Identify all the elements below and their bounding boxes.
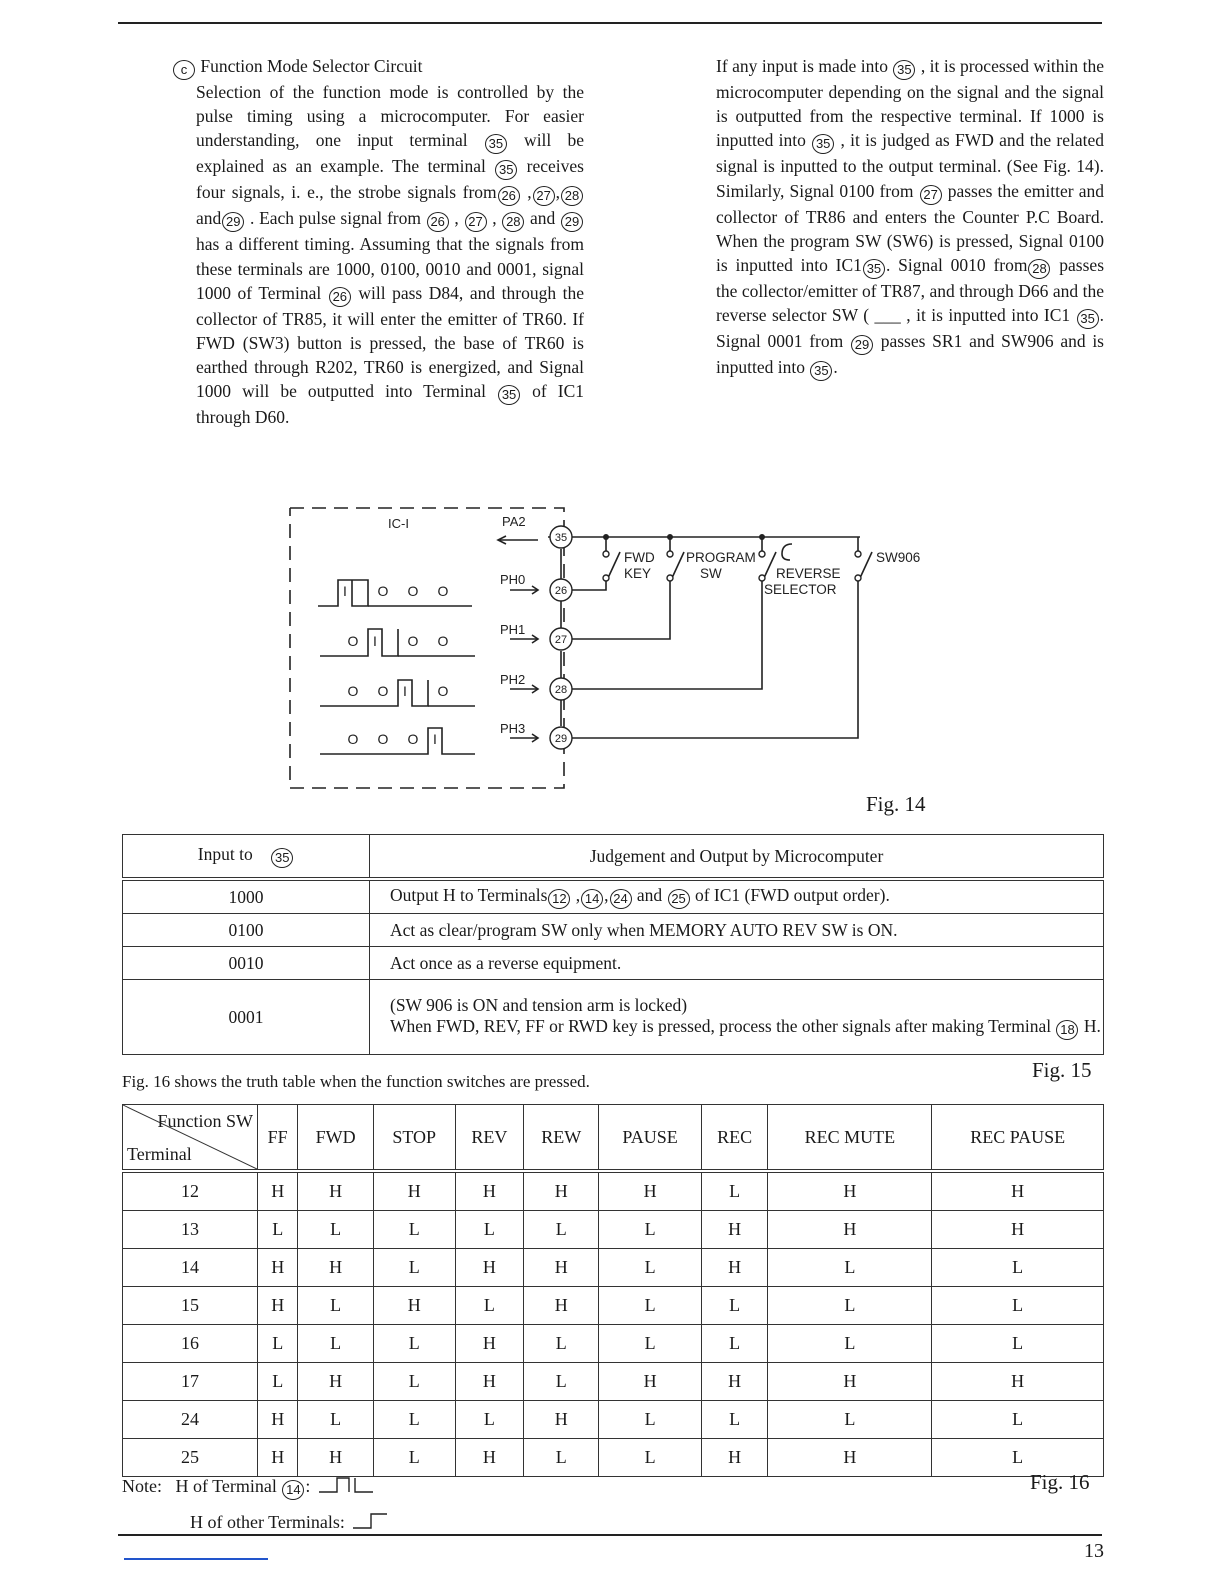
note-pulse-other-icon [349, 1510, 399, 1532]
circled-terminal-number: 25 [668, 889, 690, 909]
fig16-value-cell: H [524, 1287, 599, 1325]
fig16-truth-table [122, 1104, 1104, 1477]
fig16-corner-top: Function SW [157, 1111, 253, 1131]
fig16-value-cell: H [701, 1439, 768, 1477]
fig16-terminal-cell: 17 [123, 1363, 258, 1401]
fig16-header-row [123, 1105, 1104, 1172]
fig16-value-cell: H [932, 1363, 1104, 1401]
fig16-value-cell: L [455, 1401, 523, 1439]
circled-terminal-number: 26 [498, 186, 520, 206]
fig15-text-run: , [604, 885, 609, 905]
right-column [716, 54, 1104, 381]
fig16-value-cell: L [599, 1211, 701, 1249]
fig16-value-cell: L [768, 1249, 932, 1287]
fig16-intro: Fig. 16 shows the truth table when the function switches are pressed. [122, 1072, 590, 1091]
fig14-circuit-diagram [280, 496, 960, 796]
fig14-terminal-28: 28 [554, 684, 568, 696]
paragraph-text-run: , it is judged as FWD and the related signal is inputted to the output terminal. (See Fig. 14). Similarly, Signal 0100 from [716, 130, 1105, 201]
fig16-value-cell: L [599, 1287, 701, 1325]
fig16-value-cell: L [373, 1401, 455, 1439]
fig15-judgement-cell [370, 947, 1104, 980]
fig15-row [123, 914, 1104, 947]
circled-terminal-number: 28 [502, 212, 524, 232]
section-heading-text: Function Mode Selector Circuit [200, 56, 423, 76]
fig14-terminal-26: 26 [554, 585, 568, 597]
fig16-value-cell: H [298, 1439, 373, 1477]
fig16-row [123, 1325, 1104, 1363]
fig15-table [122, 834, 1104, 1055]
fig16-terminal-cell: 14 [123, 1249, 258, 1287]
fig14-pulse-digit: O [437, 583, 449, 599]
fig16-value-cell: H [599, 1171, 701, 1211]
note-line1-suffix: : [305, 1476, 311, 1496]
fig14-switch-fwd-line1: FWD [624, 550, 655, 565]
fig14-pulse-digit: I [403, 683, 407, 699]
fig16-value-cell: L [373, 1325, 455, 1363]
fig16-body [123, 1171, 1104, 1477]
note-label: Note: [122, 1476, 162, 1496]
paragraph-text-run: , [555, 182, 560, 203]
fig16-value-cell: L [524, 1439, 599, 1477]
fig16-row [123, 1249, 1104, 1287]
fig16-column-header: REC [701, 1105, 768, 1172]
circled-terminal-number: 26 [427, 212, 449, 232]
fig16-value-cell: L [258, 1363, 298, 1401]
fig15-text-run: , [571, 885, 581, 905]
fig16-column-header: REC MUTE [768, 1105, 932, 1172]
page-number: 13 [1084, 1540, 1104, 1562]
fig16-value-cell: H [932, 1171, 1104, 1211]
fig16-terminal-cell: 24 [123, 1401, 258, 1439]
fig16-column-header: STOP [373, 1105, 455, 1172]
fig14-pulse-patterns [343, 583, 449, 747]
fig14-pulse-digit: O [377, 583, 389, 599]
fig16-column-header: FWD [298, 1105, 373, 1172]
fig16-column-header: REV [455, 1105, 523, 1172]
fig14-switch-sw906: SW906 [876, 550, 921, 565]
paragraph-text-run: . Each pulse signal from [245, 208, 426, 229]
circled-terminal-number: 35 [893, 60, 915, 80]
circled-terminal-number: 29 [222, 212, 244, 232]
fig16-value-cell: L [524, 1325, 599, 1363]
circled-terminal-number: 14 [581, 889, 603, 909]
fig14-pulse-digit: O [407, 583, 419, 599]
fig15-header-judgement: Judgement and Output by Microcomputer [370, 835, 1104, 880]
fig16-value-cell: H [258, 1249, 298, 1287]
fig14-terminal-29: 29 [554, 733, 568, 745]
fig16-value-cell: L [768, 1287, 932, 1325]
fig15-judgement-line [390, 1016, 1102, 1040]
circled-terminal-number: 26 [329, 287, 351, 307]
fig16-terminal-cell: 25 [123, 1439, 258, 1477]
fig16-value-cell: H [455, 1171, 523, 1211]
fig16-value-cell: H [524, 1249, 599, 1287]
fig15-row [123, 980, 1104, 1055]
fig16-value-cell: H [701, 1211, 768, 1249]
fig16-value-cell: L [524, 1363, 599, 1401]
paragraph-text-run: . Signal 0010 from [885, 255, 1028, 276]
fig16-terminal-cell: 16 [123, 1325, 258, 1363]
fig16-value-cell: H [455, 1249, 523, 1287]
circled-terminal-number: 35 [1077, 309, 1099, 329]
circled-terminal-number: 29 [561, 212, 583, 232]
fig15-header-input-text: Input to [197, 844, 253, 864]
paragraph-text-run: and [196, 208, 222, 229]
paragraph-text-run: and [525, 208, 561, 229]
fig16-column-header: REW [524, 1105, 599, 1172]
left-paragraph [172, 80, 584, 430]
paragraph-text-run: will pass D84, and through the collector of TR85, it will enter the emitter of TR60. If FWD (SW3) button is pressed, the base of TR60 is earthed through R202, TR60 is energized, and Signal 1000 will be outputted into Terminal [196, 282, 584, 402]
fig16-value-cell: L [298, 1325, 373, 1363]
fig16-value-cell: H [455, 1363, 523, 1401]
fig14-pin-ph3: PH3 [500, 721, 526, 736]
paragraph-text-run: of IC1 through D60. [196, 381, 584, 428]
fig15-input-cell: 0001 [123, 980, 370, 1055]
fig14-pulse-digit: O [407, 731, 419, 747]
note [122, 1468, 399, 1540]
fig14-pulse-digit: O [437, 633, 449, 649]
fig16-value-cell: L [701, 1287, 768, 1325]
paragraph-text-run: Selection of the function mode is controlled by the pulse timing using a microcomputer. For easier understanding, one input terminal [196, 82, 584, 151]
fig16-value-cell: L [599, 1439, 701, 1477]
fig15-text-run: H. [1079, 1015, 1101, 1036]
fig16-row [123, 1171, 1104, 1211]
circled-terminal-number: 27 [920, 185, 942, 205]
top-rule [118, 22, 1102, 24]
fig15-header-terminal: 35 [271, 848, 293, 868]
note-pulse-14-icon [315, 1474, 385, 1496]
fig16-value-cell: H [455, 1325, 523, 1363]
fig16-value-cell: H [373, 1287, 455, 1325]
fig16-caption: Fig. 16 [1030, 1470, 1090, 1494]
fig15-judgement-cell [370, 914, 1104, 947]
fig14-terminal-27: 27 [554, 634, 568, 646]
circled-terminal-number: 24 [610, 889, 632, 909]
fig16-value-cell: L [932, 1325, 1104, 1363]
fig16-value-cell: L [701, 1171, 768, 1211]
fig16-value-cell: L [701, 1401, 768, 1439]
circled-terminal-number: 12 [548, 889, 570, 909]
circled-terminal-number: 28 [561, 186, 583, 206]
circled-terminal-number: 35 [495, 160, 517, 180]
left-column [172, 54, 584, 430]
fig16-value-cell: H [298, 1363, 373, 1401]
fig14-pulse-digit: O [437, 683, 449, 699]
fig16-value-cell: L [768, 1325, 932, 1363]
fig16-value-cell: L [932, 1439, 1104, 1477]
fig16-value-cell: H [768, 1439, 932, 1477]
fig16-corner-cell [123, 1105, 258, 1172]
fig16-corner-bottom: Terminal [127, 1144, 192, 1164]
fig16-value-cell: L [932, 1401, 1104, 1439]
fig15-judgement-cell [370, 980, 1104, 1055]
fig16-terminal-cell: 12 [123, 1171, 258, 1211]
fig16-value-cell: L [258, 1325, 298, 1363]
fig15-text-run: Act once as a reverse equipment. [390, 952, 622, 973]
section-marker: c [173, 60, 195, 80]
fig14-switch-fwd-line2: KEY [624, 566, 652, 581]
fig16-value-cell: H [932, 1211, 1104, 1249]
circled-terminal-number: 27 [465, 212, 487, 232]
fig16-value-cell: H [768, 1211, 932, 1249]
fig14-switch-program-line1: PROGRAM [686, 550, 756, 565]
fig16-value-cell: L [373, 1211, 455, 1249]
fig16-value-cell: H [768, 1363, 932, 1401]
fig16-value-cell: L [768, 1401, 932, 1439]
fig14-switch-reverse-line2: SELECTOR [764, 582, 837, 597]
fig15-input-cell: 1000 [123, 879, 370, 914]
fig16-value-cell: H [524, 1171, 599, 1211]
fig14-switch-reverse-line1: REVERSE [776, 566, 841, 581]
circled-terminal-number: 35 [812, 134, 834, 154]
fig15-row [123, 879, 1104, 914]
fig16-value-cell: L [524, 1211, 599, 1249]
fig15-judgement-line: (SW 906 is ON and tension arm is locked) [390, 994, 688, 1015]
fig14-pin-ph1: PH1 [500, 622, 526, 637]
fig16-value-cell: L [373, 1363, 455, 1401]
paragraph-text-run: . Signal 0001 from [716, 305, 1104, 352]
fig14-pin-pa2: PA2 [502, 514, 526, 529]
circled-terminal-number: 18 [1056, 1020, 1078, 1040]
fig16-value-cell: H [599, 1363, 701, 1401]
fig16-value-cell: L [298, 1287, 373, 1325]
right-paragraph [716, 54, 1104, 381]
fig16-row [123, 1401, 1104, 1439]
fig16-value-cell: L [298, 1401, 373, 1439]
fig15-body [123, 879, 1104, 1055]
fig14-pulse-digit: O [347, 731, 359, 747]
fig16-value-cell: H [258, 1439, 298, 1477]
fig16-value-cell: L [599, 1401, 701, 1439]
note-terminal: 14 [282, 1480, 304, 1500]
paragraph-text-run: , [449, 208, 464, 229]
paragraph-text-run: . [833, 357, 838, 378]
fig16-column-header: PAUSE [599, 1105, 701, 1172]
fig16-value-cell: L [373, 1439, 455, 1477]
fig16-value-cell: L [455, 1287, 523, 1325]
circled-terminal-number: 35 [485, 134, 507, 154]
circled-terminal-number: 29 [851, 335, 873, 355]
fig15-text-run: of IC1 (FWD output order). [690, 885, 890, 905]
fig16-row [123, 1363, 1104, 1401]
fig16-value-cell: H [701, 1249, 768, 1287]
fig16-value-cell: L [932, 1287, 1104, 1325]
paragraph-text-run: passes the emitter and collector of TR86 and enters the Counter P.C Board. When the program SW (SW6) is pressed, Signal 0100 is inputted into IC1 [716, 180, 1104, 276]
fig14-pulse-digit: I [373, 633, 377, 649]
fig16-value-cell: L [455, 1211, 523, 1249]
fig16-terminal-cell: 13 [123, 1211, 258, 1249]
fig15-caption: Fig. 15 [1032, 1058, 1092, 1082]
fig16-value-cell: H [373, 1171, 455, 1211]
fig14-pulse-digit: I [343, 583, 347, 599]
fig16-value-cell: L [701, 1325, 768, 1363]
fig15-judgement-cell [370, 879, 1104, 914]
fig16-value-cell: L [298, 1211, 373, 1249]
paragraph-text-run: passes SR1 and SW906 and is inputted into [716, 331, 1104, 378]
fig16-value-cell: H [258, 1171, 298, 1211]
fig16-row [123, 1211, 1104, 1249]
paragraph-text-run: , it is processed within the microcomputer depending on the signal and the signal is outputted from the respective terminal. If 1000 is inputted into [716, 56, 1104, 151]
fig16-value-cell: L [373, 1249, 455, 1287]
circled-terminal-number: 35 [498, 385, 520, 405]
note-line1 [122, 1468, 399, 1504]
fig14-pulse-digit: O [377, 683, 389, 699]
circled-terminal-number: 28 [1028, 259, 1050, 279]
fig16-value-cell: H [298, 1171, 373, 1211]
paragraph-text-run: will be explained as an example. The terminal [196, 130, 584, 177]
fig15-row [123, 947, 1104, 980]
fig14-pin-ph2: PH2 [500, 672, 526, 687]
fig14-caption: Fig. 14 [866, 792, 926, 816]
fig16-value-cell: H [701, 1363, 768, 1401]
fig16-value-cell: H [768, 1171, 932, 1211]
paragraph-text-run: , [520, 182, 532, 203]
paragraph-text-run: , [487, 208, 502, 229]
fig16-value-cell: H [455, 1439, 523, 1477]
note-line2-text: H of other Terminals: [190, 1512, 345, 1532]
fig14-terminal-35: 35 [554, 532, 568, 544]
circled-terminal-number: 35 [810, 361, 832, 381]
fig14-switch-program-line2: SW [700, 566, 722, 581]
fig15-header-input [123, 835, 370, 880]
circled-terminal-number: 27 [533, 186, 555, 206]
blue-underline [124, 1558, 268, 1560]
fig14-pin-ph0: PH0 [500, 572, 526, 587]
fig16-value-cell: L [258, 1211, 298, 1249]
fig15-text-run: and [632, 885, 667, 905]
fig14-pulse-digit: O [377, 731, 389, 747]
fig15-text-run: Act as clear/program SW only when MEMORY AUTO REV SW is ON. [390, 919, 898, 940]
fig15-input-cell: 0100 [123, 914, 370, 947]
fig16-value-cell: H [258, 1401, 298, 1439]
fig14-ic-label: IC-I [388, 516, 409, 531]
fig16-column-header: REC PAUSE [932, 1105, 1104, 1172]
fig14-pulse-digit: O [347, 633, 359, 649]
paragraph-text-run: has a different timing. Assuming that the signals from these terminals are 1000, 0100, 0010 and 0001, signal 1000 of Terminal [196, 234, 584, 303]
section-heading [172, 54, 584, 80]
paragraph-text-run: receives four signals, i. e., the strobe signals from [196, 156, 584, 203]
fig16-column-header: FF [258, 1105, 298, 1172]
paragraph-text-run: If any input is made into [716, 56, 893, 76]
fig14-pulse-digit: O [407, 633, 419, 649]
fig14-pulse-digit: I [433, 731, 437, 747]
fig14-pulse-digit: O [347, 683, 359, 699]
circled-terminal-number: 35 [863, 259, 885, 279]
note-line1-prefix: H of Terminal [175, 1476, 277, 1496]
fig15-input-cell: 0010 [123, 947, 370, 980]
fig15-text-run: Output H to Terminals [390, 885, 548, 905]
bottom-rule [118, 1534, 1102, 1536]
fig15-header-row [123, 835, 1104, 880]
fig16-value-cell: H [298, 1249, 373, 1287]
paragraph-text-run: passes the collector/emitter of TR87, and through D66 and the reverse selector SW ( ___ , it is inputted into IC1 [716, 255, 1105, 326]
fig16-value-cell: H [258, 1287, 298, 1325]
fig16-value-cell: L [932, 1249, 1104, 1287]
fig16-value-cell: L [599, 1249, 701, 1287]
fig16-value-cell: L [599, 1325, 701, 1363]
fig16-row [123, 1287, 1104, 1325]
fig16-value-cell: H [524, 1401, 599, 1439]
fig16-terminal-cell: 15 [123, 1287, 258, 1325]
fig15-text-run: When FWD, REV, FF or RWD key is pressed, process the other signals after making Terminal [390, 1015, 1056, 1036]
